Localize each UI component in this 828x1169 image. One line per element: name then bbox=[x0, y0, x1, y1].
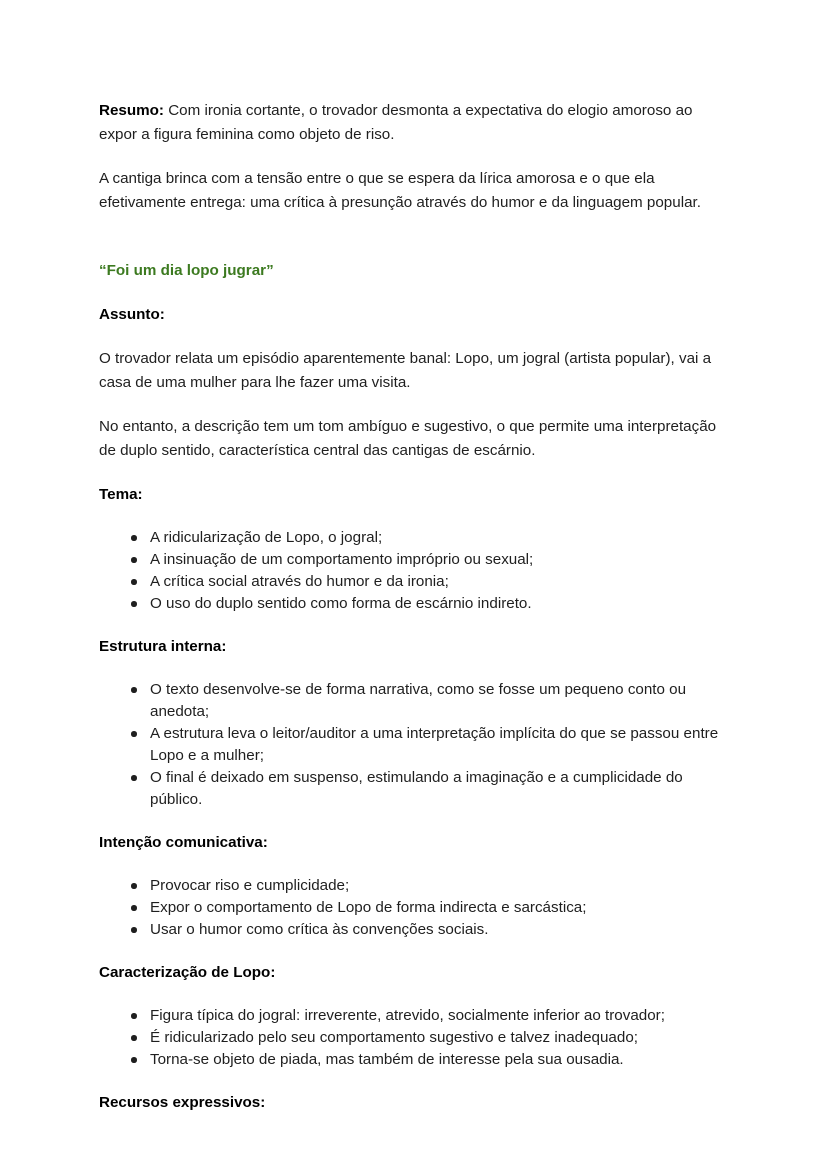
bullet-list bbox=[99, 679, 722, 811]
paragraph bbox=[99, 99, 722, 147]
list-item: Usar o humor como crítica às convenções sociais. bbox=[99, 919, 722, 941]
section-heading: Intenção comunicativa: bbox=[99, 834, 268, 851]
section-heading: Estrutura interna: bbox=[99, 638, 227, 655]
paragraph-text: O trovador relata um episódio aparentemente banal: Lopo, um jogral (artista popular), vai a casa de uma mulher para lhe fazer uma visita. bbox=[99, 350, 712, 391]
list-item: Provocar riso e cumplicidade; bbox=[99, 875, 722, 897]
section-heading: Assunto: bbox=[99, 306, 165, 323]
paragraph-lead-label: Resumo: bbox=[99, 102, 164, 119]
paragraph-text: Com ironia cortante, o trovador desmonta a expectativa do elogio amoroso ao expor a figura feminina como objeto de riso. bbox=[99, 102, 693, 143]
list-item: A estrutura leva o leitor/auditor a uma interpretação implícita do que se passou entre Lopo e a mulher; bbox=[99, 723, 722, 767]
list-item: É ridicularizado pelo seu comportamento sugestivo e talvez inadequado; bbox=[99, 1027, 722, 1049]
section-heading: Tema: bbox=[99, 486, 143, 503]
paragraph bbox=[99, 167, 722, 215]
list-item: A crítica social através do humor e da ironia; bbox=[99, 571, 722, 593]
list-item: Expor o comportamento de Lopo de forma indirecta e sarcástica; bbox=[99, 897, 722, 919]
section-heading: Recursos expressivos: bbox=[99, 1094, 266, 1111]
paragraph bbox=[99, 415, 722, 463]
paragraph bbox=[99, 347, 722, 395]
list-item: O texto desenvolve-se de forma narrativa, como se fosse um pequeno conto ou anedota; bbox=[99, 679, 722, 723]
section-heading: Caracterização de Lopo: bbox=[99, 964, 276, 981]
section-spacer bbox=[99, 235, 722, 259]
list-item: A insinuação de um comportamento impróprio ou sexual; bbox=[99, 549, 722, 571]
cantiga-title: “Foi um dia lopo jugrar” bbox=[99, 262, 274, 279]
list-item: Torna-se objeto de piada, mas também de interesse pela sua ousadia. bbox=[99, 1049, 722, 1071]
list-item: O uso do duplo sentido como forma de escárnio indireto. bbox=[99, 593, 722, 615]
paragraph-text: A cantiga brinca com a tensão entre o que se espera da lírica amorosa e o que ela efetivamente entrega: uma crítica à presunção através do humor e da linguagem popular. bbox=[99, 170, 701, 211]
paragraph-text: No entanto, a descrição tem um tom ambíguo e sugestivo, o que permite uma interpretação de duplo sentido, característica central das cantigas de escárnio. bbox=[99, 418, 717, 459]
bullet-list bbox=[99, 527, 722, 615]
bullet-list bbox=[99, 875, 722, 941]
document-body bbox=[99, 99, 722, 1115]
list-item: A ridicularização de Lopo, o jogral; bbox=[99, 527, 722, 549]
list-item: Figura típica do jogral: irreverente, atrevido, socialmente inferior ao trovador; bbox=[99, 1005, 722, 1027]
bullet-list bbox=[99, 1005, 722, 1071]
list-item: O final é deixado em suspenso, estimulando a imaginação e a cumplicidade do público. bbox=[99, 767, 722, 811]
